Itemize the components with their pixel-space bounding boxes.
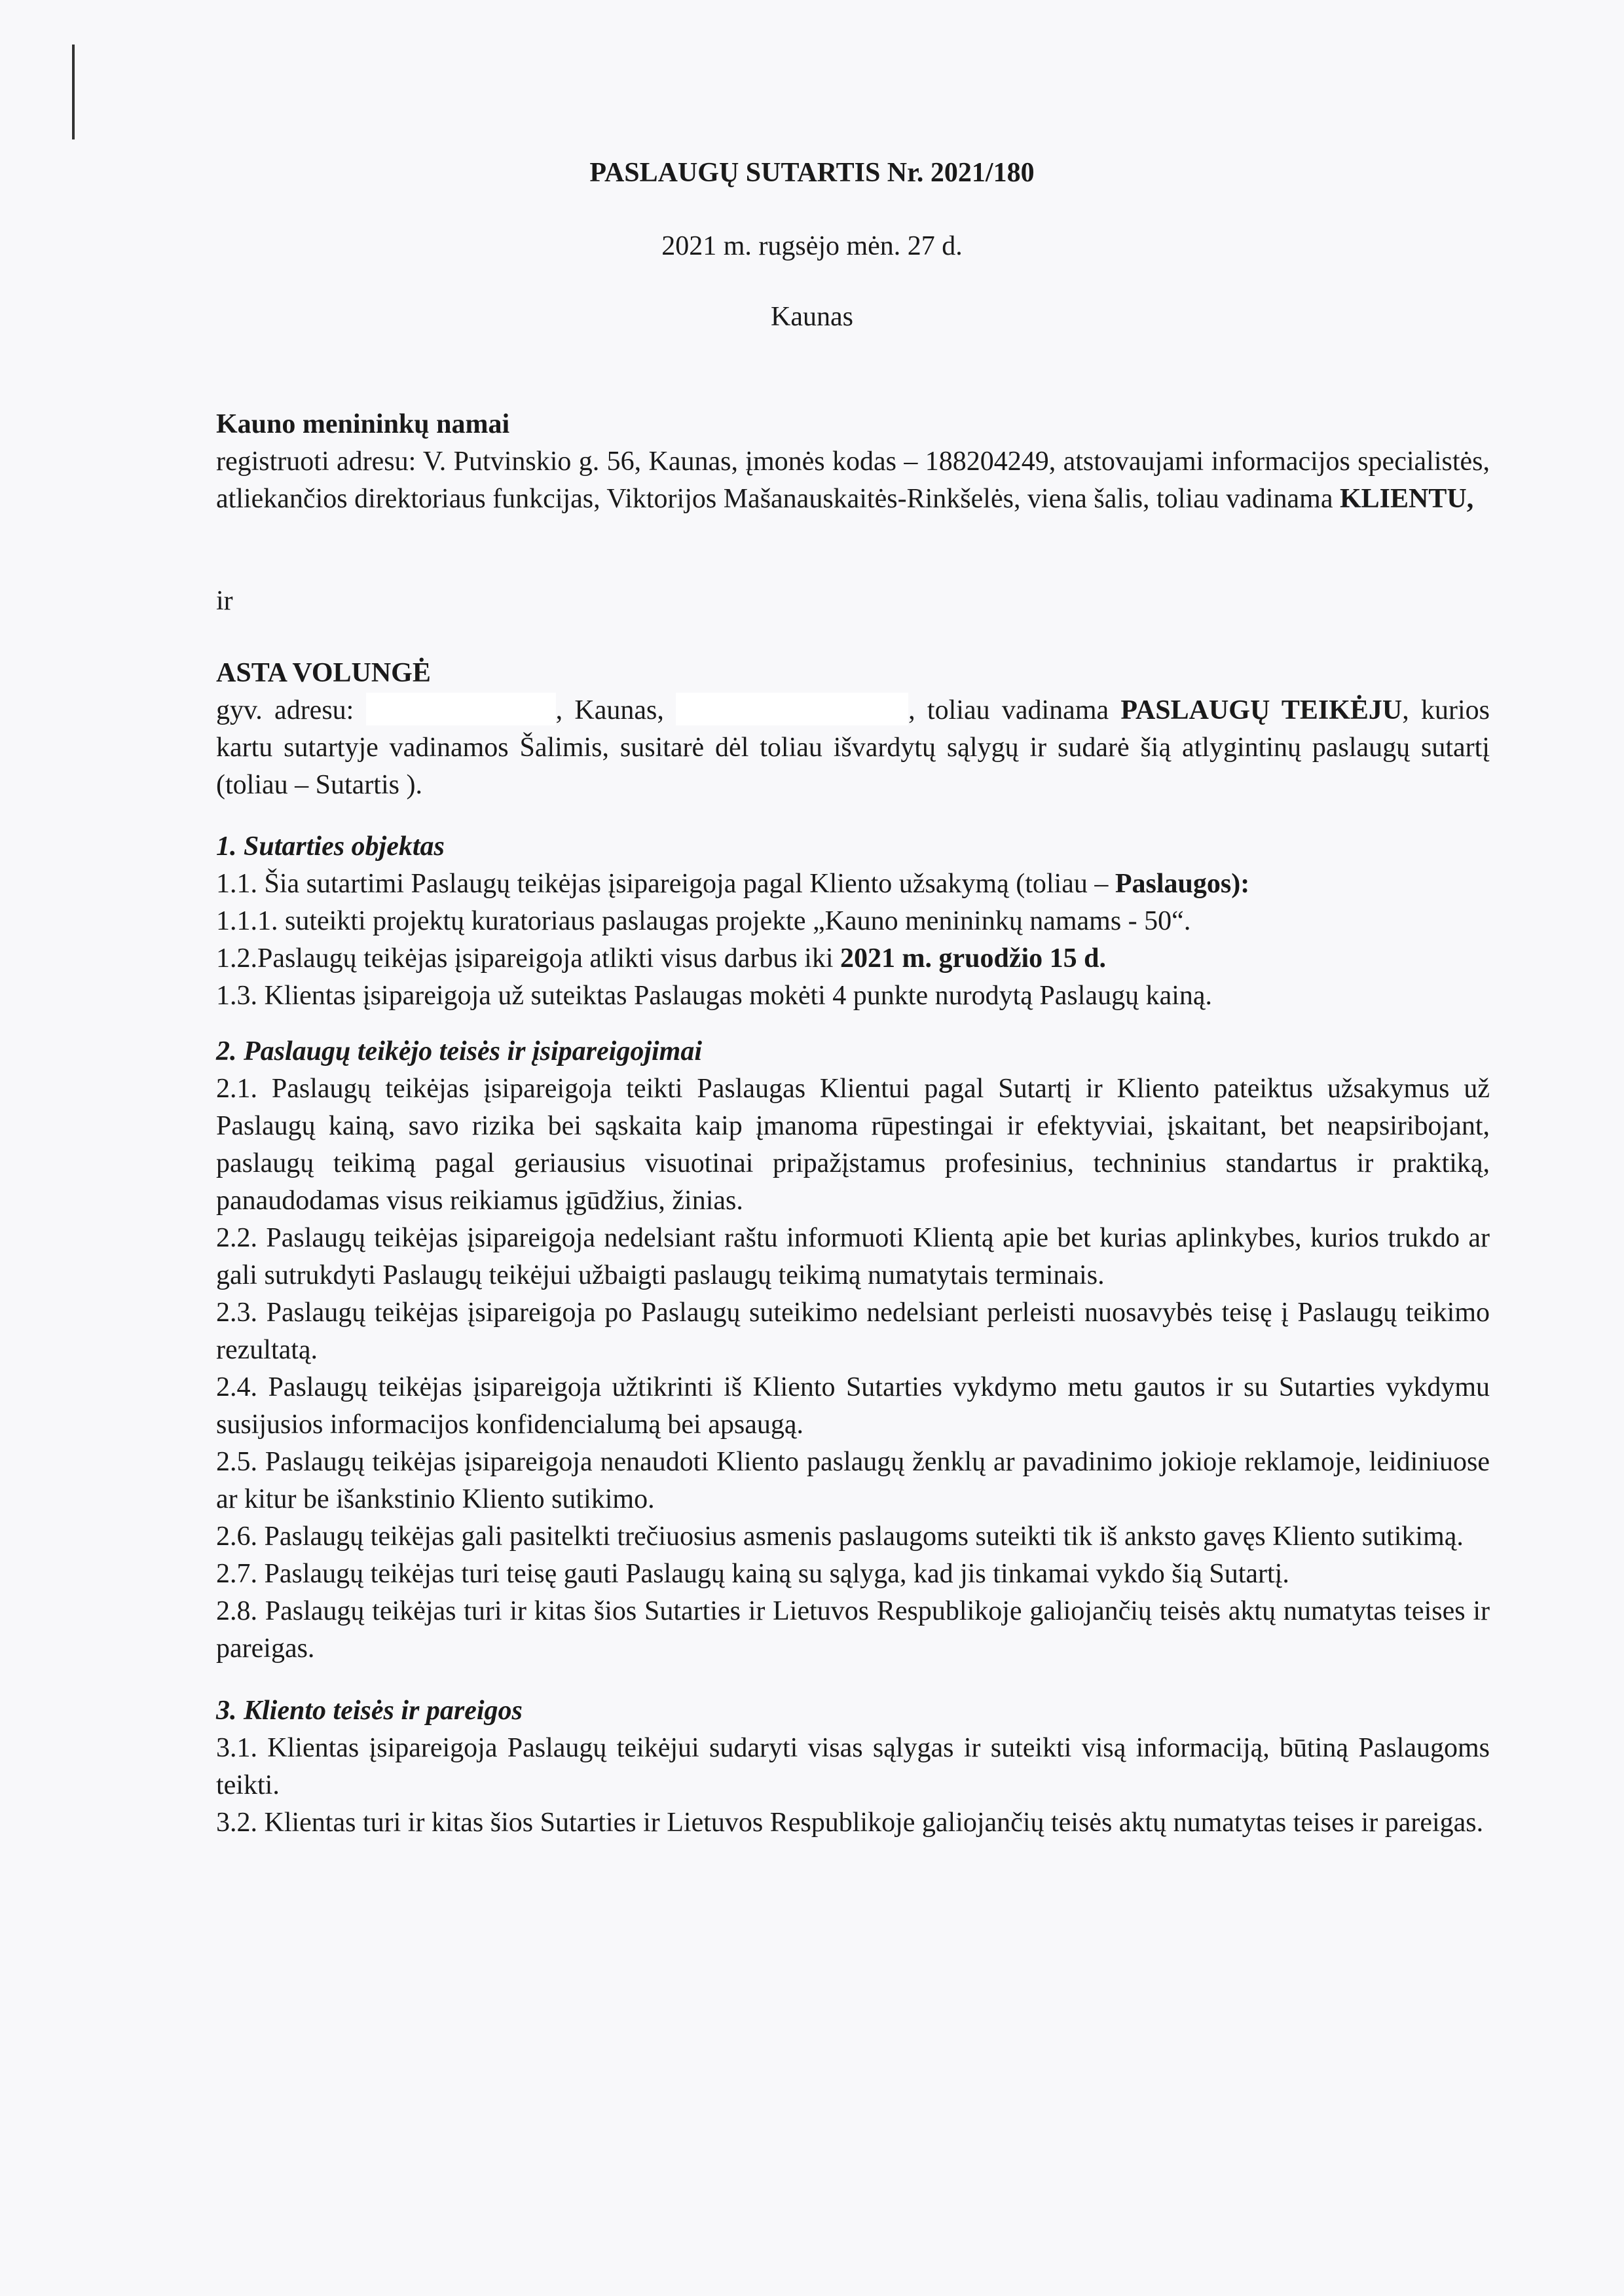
party-client bbox=[216, 406, 1490, 518]
clause-text: 1.1.1. suteikti projektų kuratoriaus paslaugas projekte „Kauno menininkų namams - 50“. bbox=[216, 906, 1191, 936]
clause bbox=[216, 1369, 1490, 1444]
provider-role: PASLAUGŲ TEIKĖJU bbox=[1120, 695, 1403, 725]
section-heading: 3. Kliento teisės ir pareigos bbox=[216, 1696, 523, 1726]
conjunction: ir bbox=[216, 586, 233, 616]
document-city: Kaunas bbox=[771, 302, 853, 332]
clause bbox=[216, 1070, 1490, 1220]
provider-name: ASTA VOLUNGĖ bbox=[216, 658, 431, 688]
clause-text: 2.8. Paslaugų teikėjas turi ir kitas šios Sutarties ir Lietuvos Respublikoje galiojančių teisės aktų numatytas teises ir pareigas. bbox=[216, 1596, 1490, 1664]
section-1 bbox=[216, 828, 1490, 1015]
clause-text: 2.3. Paslaugų teikėjas įsipareigoja po Paslaugų suteikimo nedelsiant perleisti nuosavybės teisę į Paslaugų teikimo rezultatą. bbox=[216, 1298, 1490, 1365]
clause bbox=[216, 1444, 1490, 1518]
clause-bold-text: 2021 m. gruodžio 15 d. bbox=[840, 943, 1107, 974]
document-date: 2021 m. rugsėjo mėn. 27 d. bbox=[661, 231, 963, 261]
provider-text-post: , kurios kartu sutartyje vadinamos Šalimis, susitarė dėl toliau išvardytų sąlygų ir sudarė šią atlygintinų paslaugų sutartį (toliau – Sutartis ). bbox=[216, 695, 1490, 800]
document-title: PASLAUGŲ SUTARTIS Nr. 2021/180 bbox=[589, 158, 1035, 188]
client-role: KLIENTU, bbox=[1339, 484, 1474, 514]
provider-address-label: gyv. adresu: bbox=[216, 695, 366, 725]
clause-text: 2.2. Paslaugų teikėjas įsipareigoja nedelsiant raštu informuoti Klientą apie bet kurias aplinkybes, kurios trukdo ar gali sutrukdyti Paslaugų teikėjui užbaigti paslaugų teikimą numatytais terminais. bbox=[216, 1223, 1490, 1290]
clause bbox=[216, 1294, 1490, 1369]
clause-text: 2.4. Paslaugų teikėjas įsipareigoja užtikrinti iš Kliento Sutarties vykdymo metu gautos ir su Sutarties vykdymu susijusios informacijos konfidencialumą bei apsaugą. bbox=[216, 1372, 1490, 1440]
section-2 bbox=[216, 1033, 1490, 1667]
clause-text: 1.1. Šia sutartimi Paslaugų teikėjas įsipareigoja pagal Kliento užsakymą (toliau – bbox=[216, 869, 1115, 899]
clause bbox=[216, 1518, 1490, 1556]
clause bbox=[216, 977, 1490, 1015]
section-heading: 1. Sutarties objektas bbox=[216, 831, 445, 862]
clause-text: 2.5. Paslaugų teikėjas įsipareigoja nenaudoti Kliento paslaugų ženklų ar pavadinimo jokioje reklamoje, leidiniuose ar kitur be išankstinio Kliento sutikimo. bbox=[216, 1447, 1490, 1514]
client-text: registruoti adresu: V. Putvinskio g. 56, Kaunas, įmonės kodas – 188204249, atstovaujami informacijos specialistės, atliekančios direktoriaus funkcijas, Viktorijos Mašanauskaitės-Rinkšelės, viena šalis, toliau vadinama bbox=[216, 446, 1490, 514]
clause bbox=[216, 1730, 1490, 1804]
clause-bold-text: Paslaugos): bbox=[1115, 869, 1250, 899]
clause-text: 3.1. Klientas įsipareigoja Paslaugų teikėjui sudaryti visas sąlygas ir suteikti visą informaciją, būtiną Paslaugoms teikti. bbox=[216, 1733, 1490, 1800]
clause-text: 3.2. Klientas turi ir kitas šios Sutarties ir Lietuvos Respublikoje galiojančių teisės aktų numatytas teises ir pareigas. bbox=[216, 1808, 1484, 1838]
provider-city: , Kaunas, bbox=[555, 695, 676, 725]
party-provider bbox=[216, 655, 1490, 804]
section-3 bbox=[216, 1692, 1490, 1842]
provider-text-mid: , toliau vadinama bbox=[908, 695, 1121, 725]
clause bbox=[216, 1593, 1490, 1667]
clause bbox=[216, 866, 1490, 903]
redacted-personal-code bbox=[676, 693, 908, 725]
section-heading: 2. Paslaugų teikėjo teisės ir įsipareigojimai bbox=[216, 1036, 703, 1066]
provider-details bbox=[216, 692, 1490, 804]
clause-text: 2.1. Paslaugų teikėjas įsipareigoja teikti Paslaugas Klientui pagal Sutartį ir Kliento pateiktus užsakymus už Paslaugų kainą, savo rizika bei sąskaita kaip įmanoma rūpestingai ir efektyviai, įskaitant, bet neapsiribojant, paslaugų teikimą pagal geriausius visuotinai pripažįstamus profesinius, techninius standartus ir praktiką, panaudodamas visus reikiamus įgūdžius, žinias. bbox=[216, 1074, 1490, 1216]
redacted-address bbox=[366, 693, 556, 725]
clause-text: 1.2.Paslaugų teikėjas įsipareigoja atlikti visus darbus iki bbox=[216, 943, 841, 974]
scan-margin-mark bbox=[72, 45, 75, 139]
clause-text: 1.3. Klientas įsipareigoja už suteiktas Paslaugas mokėti 4 punkte nurodytą Paslaugų kainą. bbox=[216, 981, 1213, 1011]
clause bbox=[216, 1804, 1490, 1842]
clause bbox=[216, 1556, 1490, 1593]
client-details bbox=[216, 443, 1490, 518]
clause bbox=[216, 1220, 1490, 1294]
client-name: Kauno menininkų namai bbox=[216, 409, 510, 439]
clause-text: 2.6. Paslaugų teikėjas gali pasitelkti trečiuosius asmenis paslaugoms suteikti tik iš anksto gavęs Kliento sutikimą. bbox=[216, 1522, 1464, 1552]
clause bbox=[216, 940, 1490, 977]
clause bbox=[216, 903, 1490, 940]
clause-text: 2.7. Paslaugų teikėjas turi teisę gauti Paslaugų kainą su sąlyga, kad jis tinkamai vykdo šią Sutartį. bbox=[216, 1559, 1289, 1589]
